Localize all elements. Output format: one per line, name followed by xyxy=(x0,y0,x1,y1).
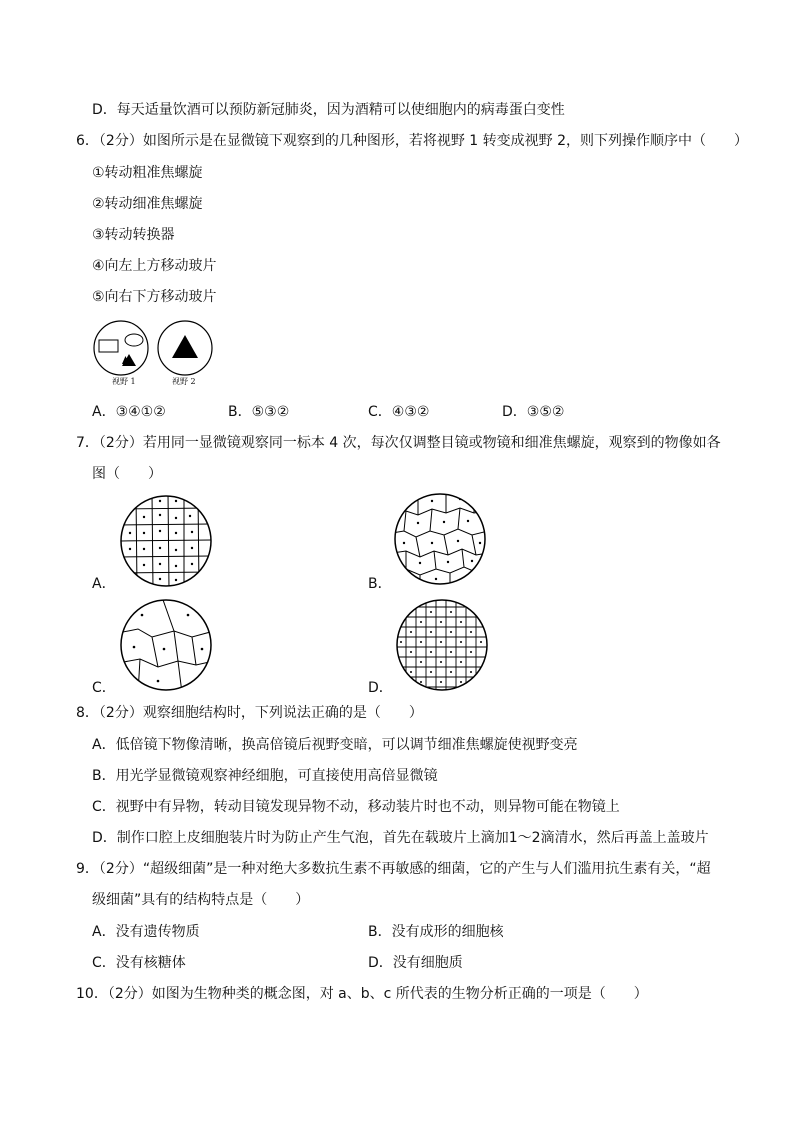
q8-option-a: A．低倍镜下物像清晰，换高倍镜后视野变暗，可以调节细准焦螺旋使视野变亮 xyxy=(92,737,578,753)
field-1-circle xyxy=(94,321,148,375)
q7-label-d: D． xyxy=(368,680,393,696)
large-triangle-icon xyxy=(172,335,198,358)
q6-option-d: D．③⑤② xyxy=(502,404,565,420)
q10-stem: 10．（2分）如图为生物种类的概念图，对 a、b、c 所代表的生物分析正确的一项是（ ） xyxy=(76,986,648,1002)
q7-cells-b-figure xyxy=(392,491,488,587)
q9-stem-line-2: 级细菌”具有的结构特点是（ ） xyxy=(92,892,310,908)
q8-option-d: D．制作口腔上皮细胞装片时为防止产生气泡，首先在载玻片上滴加1～2滴清水，然后再盖上盖玻片 xyxy=(92,830,709,846)
q6-step-5: ⑤向右下方移动玻片 xyxy=(92,289,217,305)
q7-cells-d-figure xyxy=(394,597,490,693)
q8-option-c: C．视野中有异物，转动目镜发现异物不动，移动装片时也不动，则异物可能在物镜上 xyxy=(92,799,620,815)
q7-stem-line-1: 7．（2分）若用同一显微镜观察同一标本 4 次，每次仅调整目镜或物镜和细准焦螺旋，观察到的物像如各 xyxy=(76,435,721,451)
q6-step-3: ③转动转换器 xyxy=(92,227,175,243)
q6-step-4: ④向左上方移动玻片 xyxy=(92,258,217,274)
q6-step-1: ①转动粗准焦螺旋 xyxy=(92,165,203,181)
q6-option-c: C．④③② xyxy=(368,404,430,420)
q6-microscope-fields-figure xyxy=(92,318,218,388)
q9-stem-line-1: 9．（2分）“超级细菌”是一种对绝大多数抗生素不再敏感的细菌，它的产生与人们滥用抗生素有关，“超 xyxy=(76,861,711,877)
q9-option-c: C．没有核糖体 xyxy=(92,955,186,971)
q7-label-a: A． xyxy=(92,576,116,592)
q7-label-b: B． xyxy=(368,576,392,592)
field-1-label: 视野 1 xyxy=(112,377,136,386)
q7-stem-line-2: 图（ ） xyxy=(92,466,162,482)
field-2-label: 视野 2 xyxy=(172,377,196,386)
q6-stem: 6．（2分）如图所示是在显微镜下观察到的几种图形，若将视野 1 转变成视野 2，则下列操作顺序中（ ） xyxy=(76,133,748,149)
q6-step-2: ②转动细准焦螺旋 xyxy=(92,196,203,212)
q7-cells-a-figure xyxy=(118,493,214,589)
q5-option-d: D．每天适量饮酒可以预防新冠肺炎，因为酒精可以使细胞内的病毒蛋白变性 xyxy=(92,102,565,118)
q6-option-a: A．③④①② xyxy=(92,404,166,420)
q7-cells-c-figure xyxy=(118,597,214,693)
q8-stem: 8．（2分）观察细胞结构时，下列说法正确的是（ ） xyxy=(76,705,423,721)
q8-option-b: B．用光学显微镜观察神经细胞，可直接使用高倍显微镜 xyxy=(92,768,438,784)
q9-option-b: B．没有成形的细胞核 xyxy=(368,924,504,940)
q7-label-c: C． xyxy=(92,680,116,696)
field-2-circle xyxy=(158,321,212,375)
q9-option-a: A．没有遗传物质 xyxy=(92,924,200,940)
q9-option-d: D．没有细胞质 xyxy=(368,955,463,971)
q6-option-b: B．⑤③② xyxy=(228,404,290,420)
